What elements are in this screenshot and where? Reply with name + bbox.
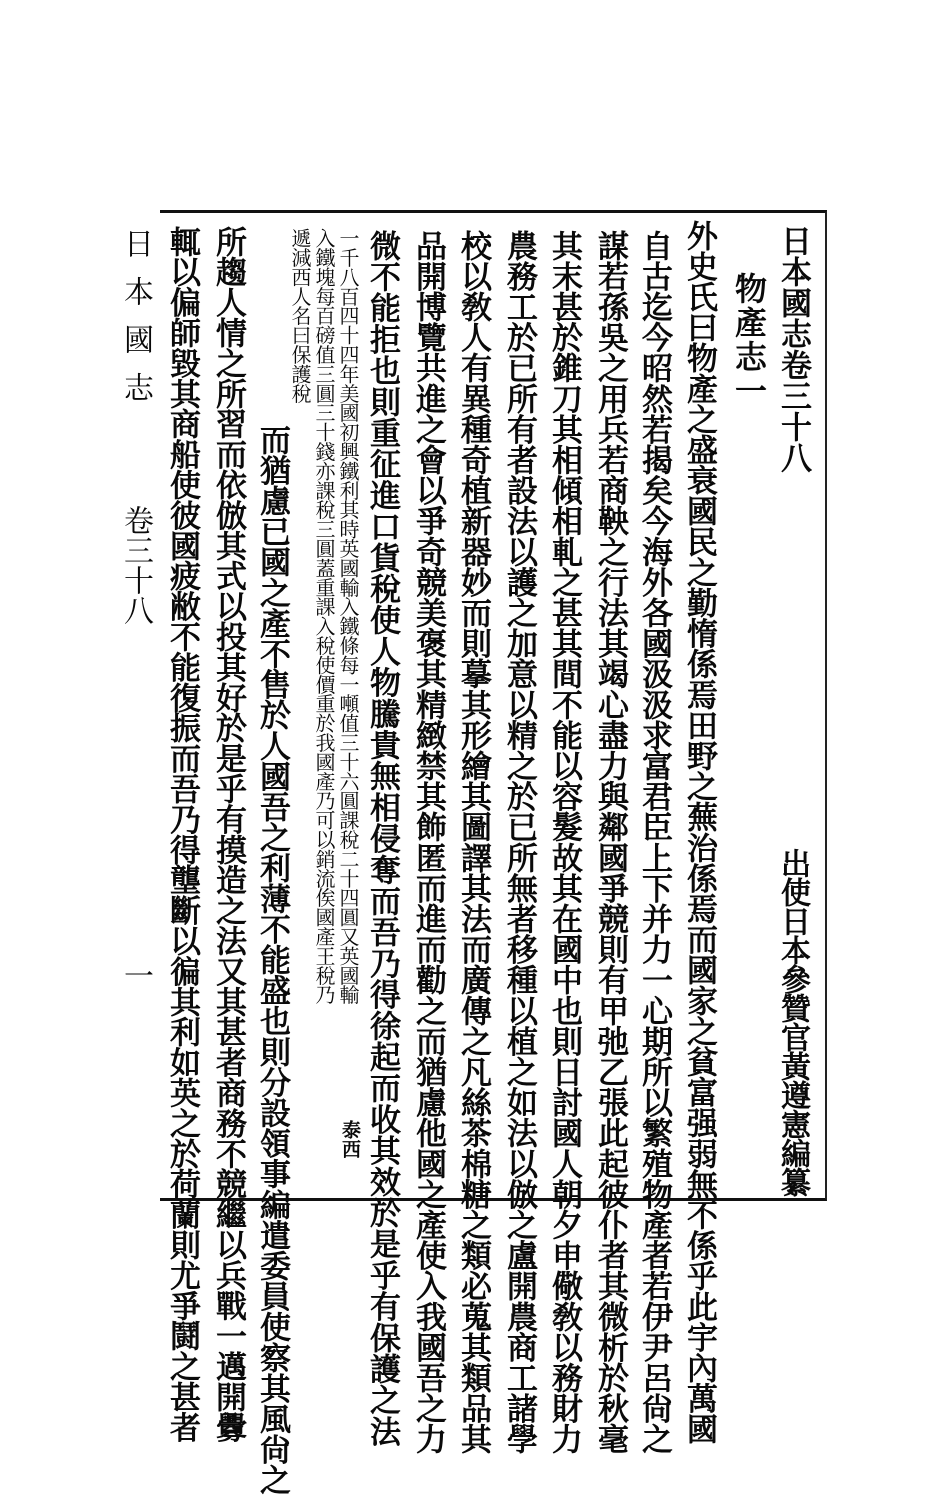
text-column-6: 校以敎人有異種奇植新器妙而則摹其形繪其圖譯其法而廣傳之凡絲茶棉糖之類必蒐其類品其 — [455, 230, 491, 1455]
author-line: 出使日本參贊官黃遵憲編纂 — [775, 848, 810, 1196]
margin-book-name: 日本國志 — [118, 228, 153, 420]
country-note: 泰西 — [339, 1120, 361, 1159]
text-column-7: 品開博覽共進之會以爭奇競美褒其精緻禁其飾匿而進而勸之而猶慮他國之產使入我國吾之力 — [410, 230, 446, 1455]
text-column-5: 農務工於已所有者設法以護之加意以精之於已所無者移種以植之如法以倣之盧開農商工諸學 — [501, 230, 537, 1455]
margin-volume: 卷三十八 — [118, 505, 153, 625]
section-title: 物產志一 — [730, 272, 768, 408]
annotation-line-3: 遞減西人名曰保護稅 — [288, 228, 312, 403]
text-column-3: 謀若孫吳之用兵若商鞅之行法其竭心盡力與鄰國爭競則有甲弛乙張此起彼仆者其微析於秋毫 — [592, 230, 628, 1455]
book-title: 日本國志卷三十八 — [775, 225, 811, 473]
annotation-line-2: 入鐵塊每百磅值三圓三十錢亦課稅三圓蓋重課入稅使價重於我國產乃可以銷流俟國產王稅乃 — [312, 228, 336, 1005]
text-column-8: 微不能拒也則重征進口貨稅使人物騰貴無相侵奪而吾乃得徐起而收其效於是乎有保護之法 — [364, 230, 400, 1447]
annotation-line-1: 一千八百四十四年美國初興鐵利其時英國輸入鐵條每一噸值三十六圓課稅二十四圓又英國輸 — [336, 228, 360, 1005]
text-column-9: 而猶慮已國之產不售於人國吾之利薄不能盛也則分設領事編遣委員使察其風尙之 — [254, 424, 290, 1495]
text-column-1: 外史氏曰物產之盛衰國民之勤惰係焉田野之蕪治係焉而國家之貧富强弱無不係乎此宇內萬國 — [681, 220, 717, 1445]
text-column-2: 自古迄今昭然若揭矣今海外各國汲汲求富君臣上下并力一心期所以繁殖物產者若伊尹呂尙之 — [636, 230, 672, 1455]
text-column-11: 輒以偏師毀其商船使彼國疲敝不能復振而吾乃得壟斷以徧其利如英之於荷蘭則尤爭鬪之甚者 — [164, 226, 200, 1443]
text-column-10: 所趨人情之所習而依倣其式以投其好於是乎有摸造之法又其甚者商務不競繼以兵戰一邁開釁 — [210, 226, 246, 1443]
text-column-4: 其末甚於錐刀其相傾相軋之甚其間不能以容髮故其在國中也則日討國人朝夕申儆敎以務財力 — [546, 230, 582, 1455]
margin-page-number: 一 — [118, 960, 153, 990]
